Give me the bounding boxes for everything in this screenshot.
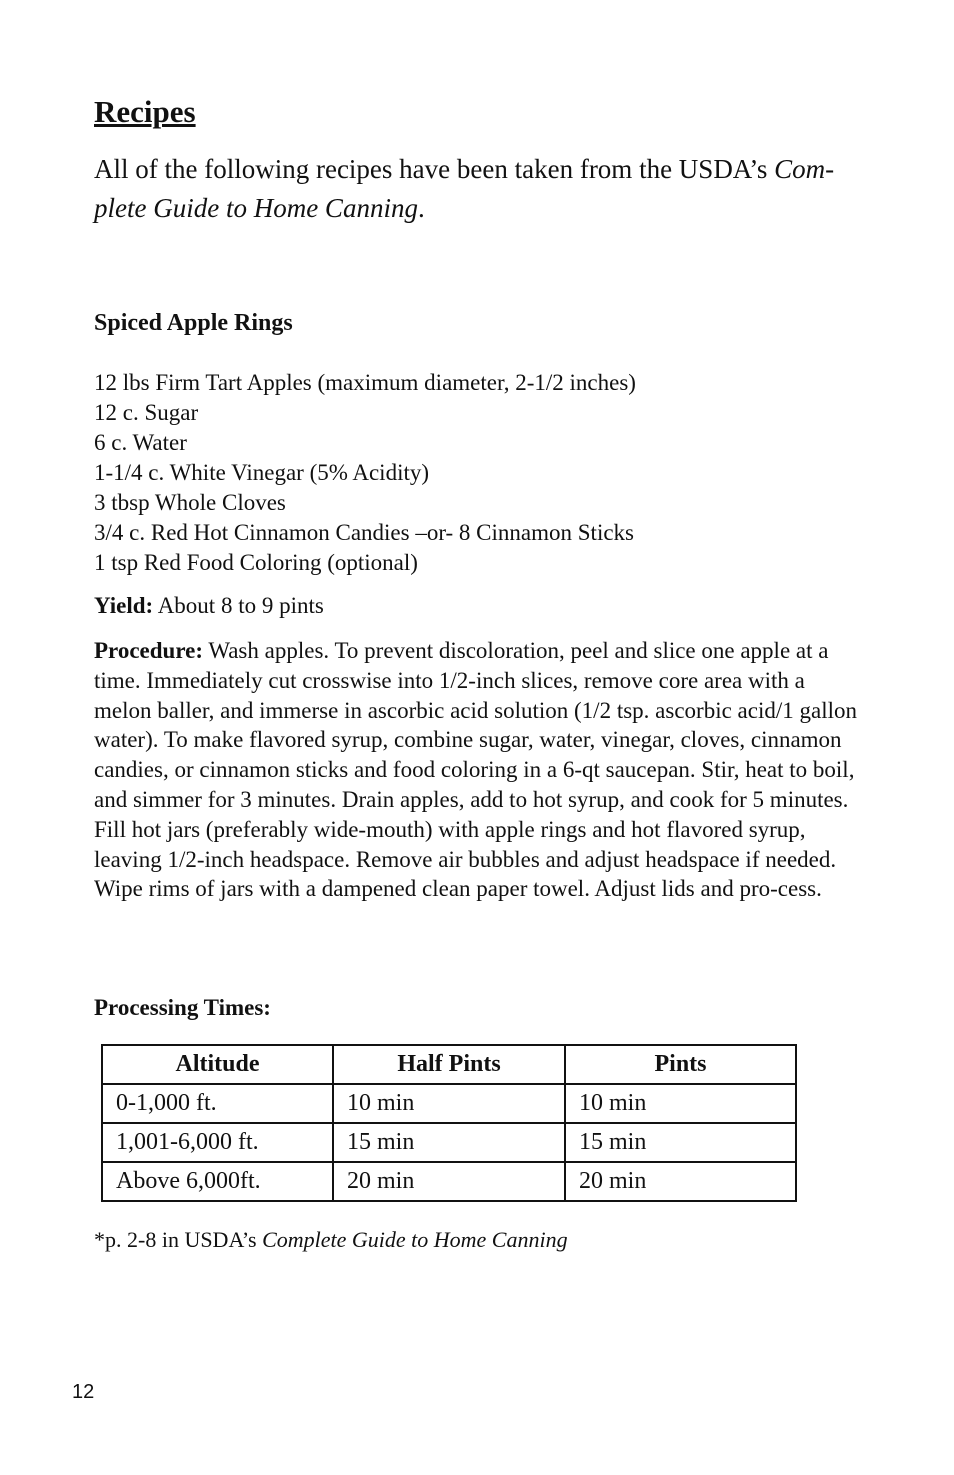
table-header-cell: Half Pints	[333, 1045, 565, 1084]
footnote-guide-title: Complete Guide to Home Canning	[262, 1227, 568, 1252]
table-header-row	[102, 1045, 796, 1084]
table-header-cell: Pints	[565, 1045, 796, 1084]
ingredient-item: 3 tbsp Whole Cloves	[94, 490, 286, 515]
table-cell: 15 min	[333, 1123, 565, 1162]
intro-paragraph	[94, 150, 864, 228]
table-cell: 20 min	[565, 1162, 796, 1201]
ingredient-item: 1-1/4 c. White Vinegar (5% Acidity)	[94, 460, 430, 485]
ingredient-item: 12 c. Sugar	[94, 400, 199, 425]
table-row	[102, 1123, 796, 1162]
table-cell: 20 min	[333, 1162, 565, 1201]
yield-line	[94, 591, 324, 621]
procedure-paragraph	[94, 636, 866, 904]
footnote-text: *p. 2-8 in USDA’s	[94, 1227, 263, 1252]
yield-value: About 8 to 9 pints	[157, 593, 324, 618]
ingredient-item: 3/4 c. Red Hot Cinnamon Candies –or- 8 Cinnamon Sticks	[94, 520, 634, 545]
table-cell: Above 6,000ft.	[102, 1162, 333, 1201]
ingredient-item: 12 lbs Firm Tart Apples (maximum diameter, 2-1/2 inches)	[94, 370, 636, 395]
page-number: 12	[72, 1381, 95, 1403]
processing-times-title: Processing Times:	[94, 995, 271, 1020]
table-cell: 1,001-6,000 ft.	[102, 1123, 333, 1162]
procedure-label: Procedure:	[94, 638, 204, 663]
table-row	[102, 1162, 796, 1201]
page-heading: Recipes	[94, 94, 196, 129]
procedure-text: Wash apples. To prevent discoloration, peel and slice one apple at a time. Immediately cut crosswise into 1/2-inch slices, remove core area with a melon baller, and immerse in ascorbic acid solution (1/2 tsp. ascorbic acid/1 gallon water). To make flavored syrup, combine sugar, water, vinegar, cloves, cinnamon candies, or cinnamon sticks and food coloring in a 6-qt saucepan. Stir, heat to boil, and simmer for 3 minutes. Drain apples, add to hot syrup, and cook for 5 minutes. Fill hot jars (preferably wide-mouth) with apple rings and hot flavored syrup, leaving 1/2-inch headspace. Remove air bubbles and adjust headspace if needed. Wipe rims of jars with a dampened clean paper towel. Adjust lids and pro-cess.	[94, 638, 857, 902]
table-cell: 0-1,000 ft.	[102, 1084, 333, 1123]
intro-end: .	[417, 193, 425, 223]
table-row	[102, 1084, 796, 1123]
footnote	[94, 1226, 568, 1254]
table-cell: 10 min	[333, 1084, 565, 1123]
yield-label: Yield:	[94, 593, 154, 618]
processing-times-table	[101, 1044, 797, 1202]
table-cell: 10 min	[565, 1084, 796, 1123]
table-header-cell: Altitude	[102, 1045, 333, 1084]
recipe-title: Spiced Apple Rings	[94, 310, 293, 336]
ingredient-list	[94, 368, 636, 578]
table-cell: 15 min	[565, 1123, 796, 1162]
ingredient-item: 6 c. Water	[94, 430, 187, 455]
intro-guide-title: Com-plete Guide to Home Canning	[94, 154, 835, 223]
ingredient-item: 1 tsp Red Food Coloring (optional)	[94, 550, 418, 575]
intro-text: All of the following recipes have been taken from the USDA’s	[94, 154, 775, 184]
